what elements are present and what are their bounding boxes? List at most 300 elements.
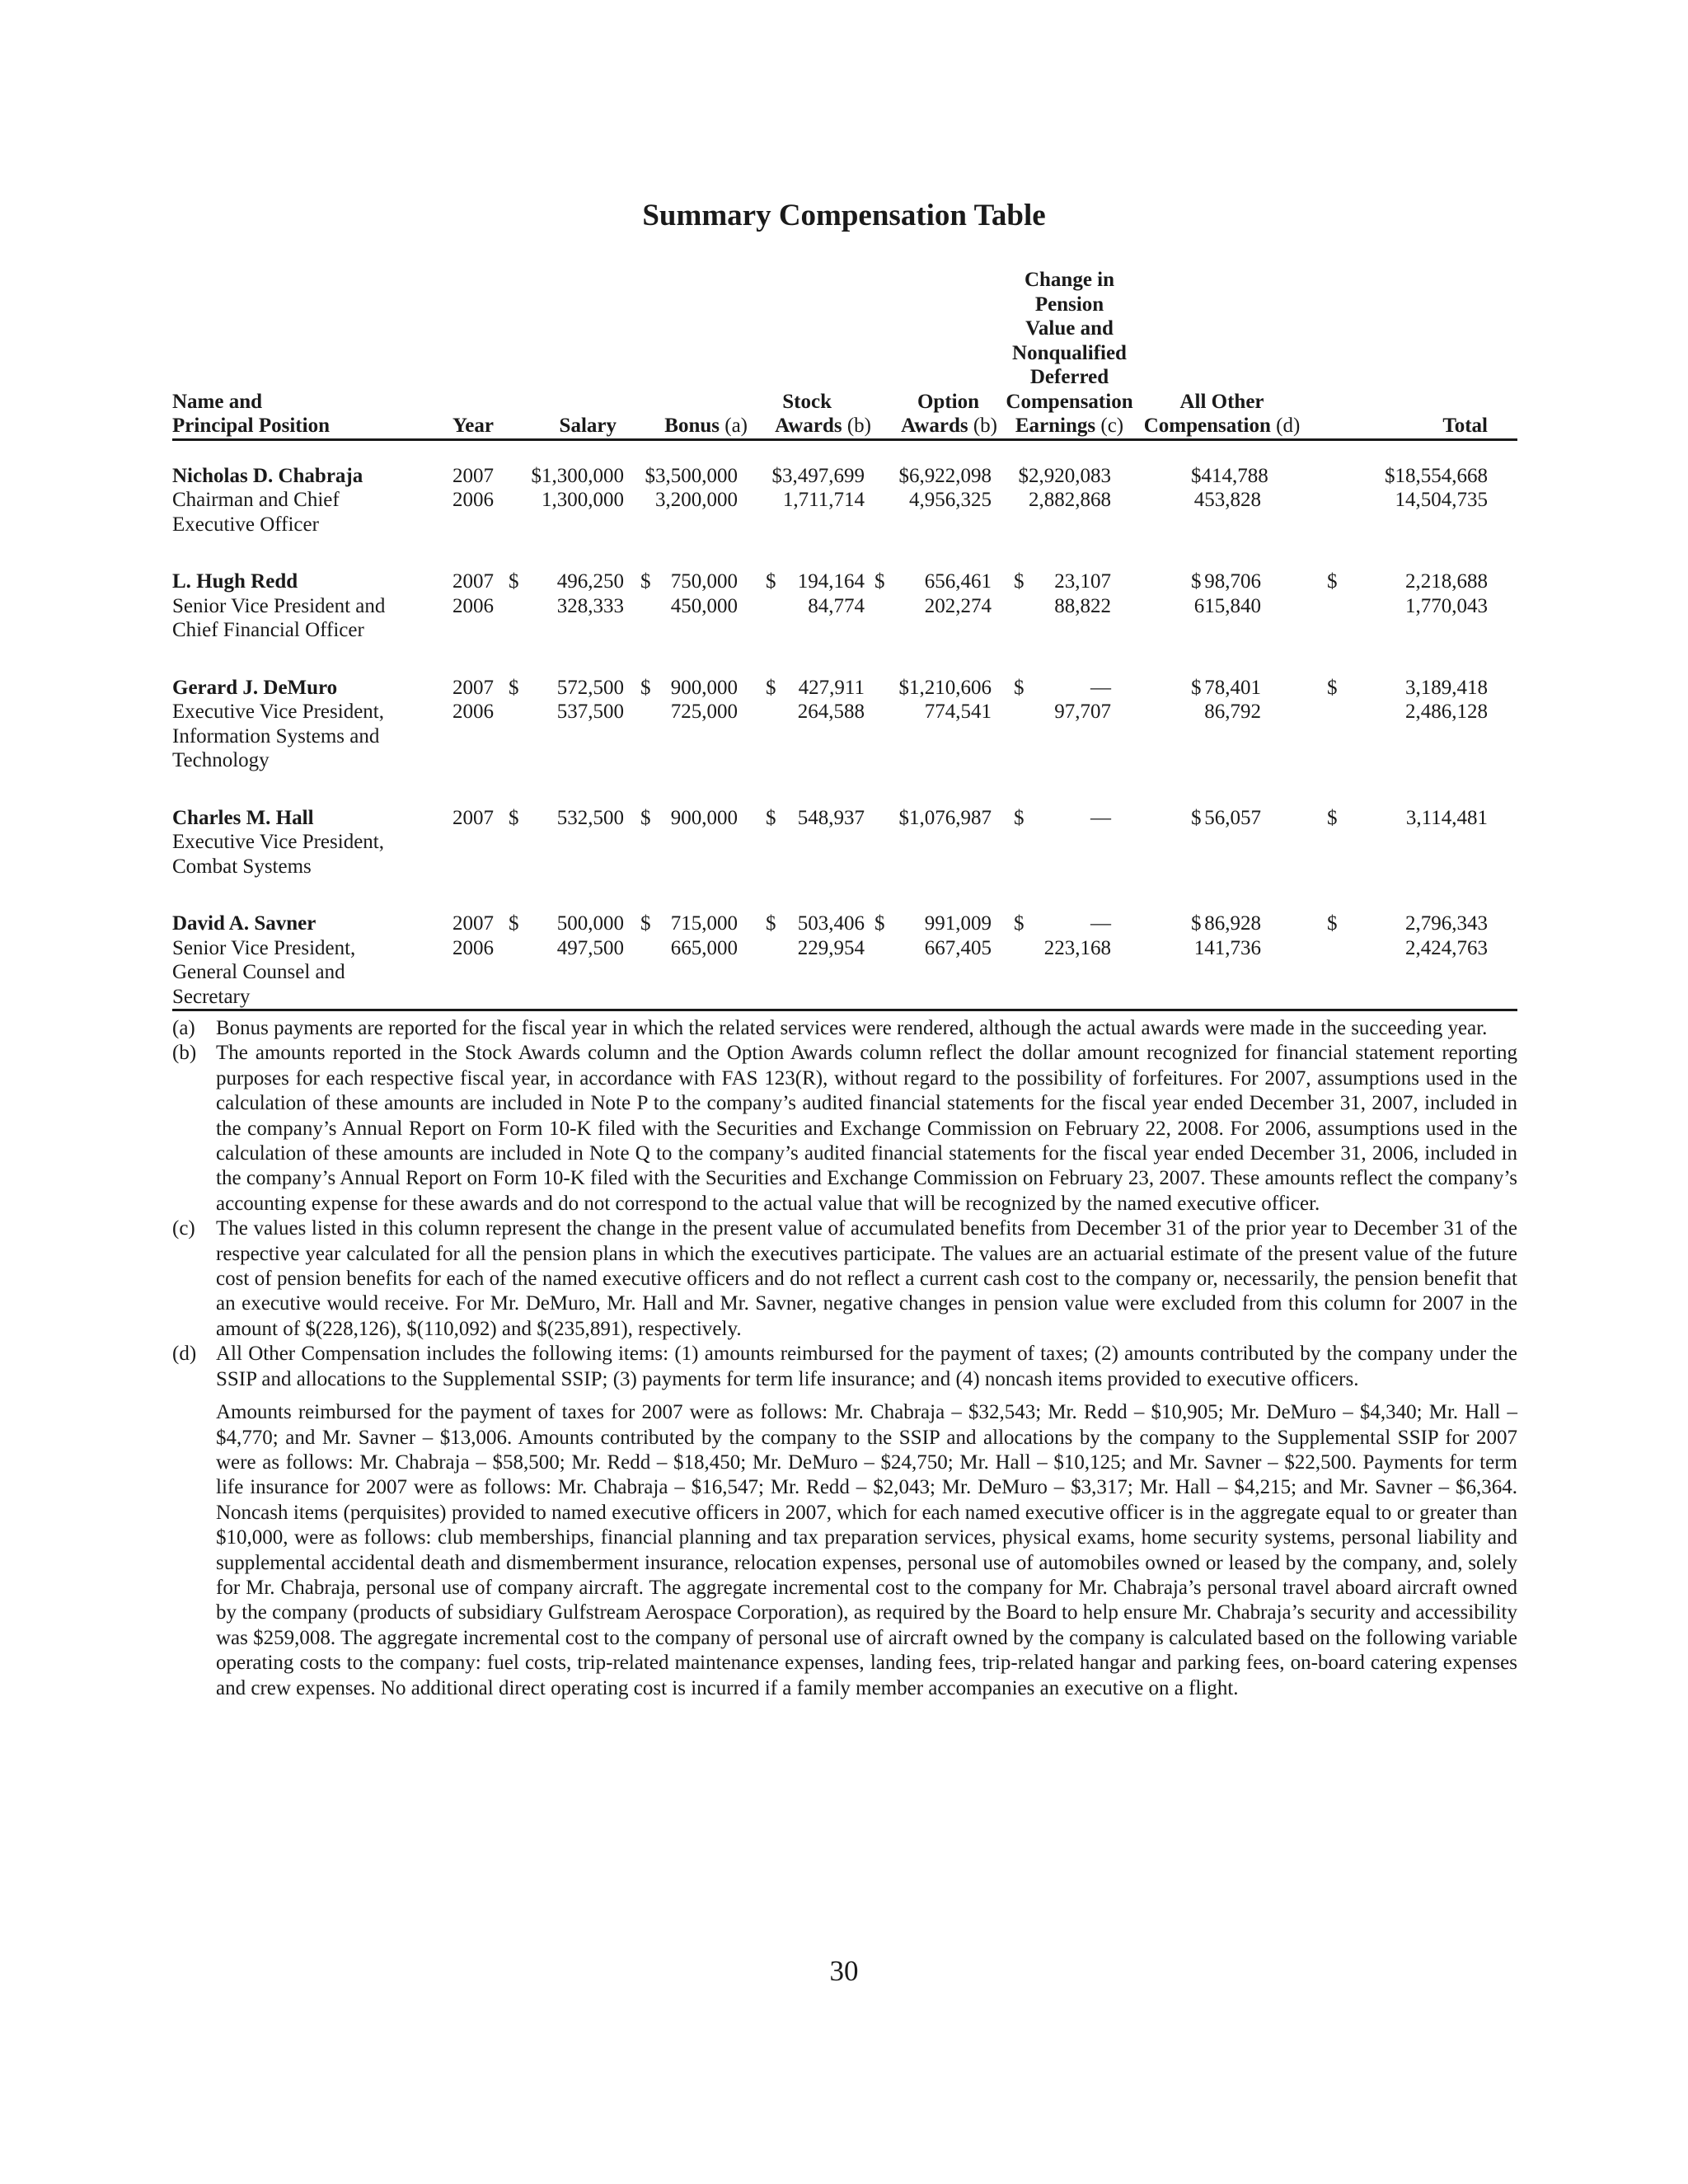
executive-name: Nicholas D. Chabraja bbox=[172, 464, 363, 487]
stock-value bbox=[748, 464, 865, 489]
row-spacer bbox=[172, 773, 1517, 806]
spacer-cell bbox=[1302, 537, 1517, 569]
amount: 56,057 bbox=[1204, 806, 1261, 829]
spacer-cell bbox=[748, 879, 871, 912]
year-cell: 2006 bbox=[452, 701, 494, 723]
bonus-cell bbox=[624, 594, 748, 619]
header-stock-note: (b) bbox=[846, 415, 871, 437]
stock-cell bbox=[748, 464, 871, 489]
bonus-cell bbox=[624, 464, 748, 489]
option-cell bbox=[871, 912, 997, 936]
total-cell bbox=[1302, 855, 1517, 879]
header-pension-line2: Pension bbox=[1034, 293, 1104, 316]
year-cell bbox=[444, 618, 502, 643]
total-value bbox=[1302, 464, 1488, 489]
option-value bbox=[871, 912, 992, 936]
spacer-cell bbox=[997, 643, 1142, 676]
currency-symbol bbox=[748, 594, 766, 619]
spacer-cell bbox=[871, 537, 997, 569]
salary-cell bbox=[502, 912, 624, 936]
amount: 750,000 bbox=[670, 570, 738, 593]
other-cell bbox=[1142, 806, 1302, 831]
header-salary-label: Salary bbox=[559, 415, 617, 437]
spacer-cell bbox=[444, 643, 502, 676]
salary-cell bbox=[502, 806, 624, 831]
salary-cell bbox=[502, 936, 624, 961]
other-cell bbox=[1142, 464, 1302, 489]
bonus-cell bbox=[624, 855, 748, 879]
footnote-label: (a) bbox=[172, 1017, 195, 1039]
option-cell bbox=[871, 618, 997, 643]
spacer-cell bbox=[624, 643, 748, 676]
currency-symbol: $ bbox=[874, 570, 885, 593]
spacer-cell bbox=[1142, 439, 1302, 464]
amount: 1,711,714 bbox=[782, 489, 865, 511]
amount: $3,497,699 bbox=[771, 464, 865, 487]
currency-symbol bbox=[624, 488, 640, 513]
amount: 615,840 bbox=[1193, 594, 1261, 617]
salary-value bbox=[502, 464, 624, 489]
compensation-table bbox=[172, 268, 1517, 1011]
header-option-line1: Option bbox=[917, 390, 979, 413]
stock-cell bbox=[748, 513, 871, 537]
footnote-text: The values listed in this column represent the change in the present value of accumulated benefits from December 31 of the prior year to December 31 of the respective year calculated for all the pension plans in which the executives participate. The values are an actuarial estimate of the present value of the future cost of pension benefits for each of the named executive officers and do not reflect a current cash cost to the company or, necessarily, the pension benefit that an executive would receive. For Mr. DeMuro, Mr. Hall and Mr. Savner, negative changes in pension value were excluded from this column for 2007 in the amount of $(228,126), $(110,092) and $(235,891), respectively. bbox=[216, 1217, 1517, 1340]
stock-cell bbox=[748, 806, 871, 831]
table-row bbox=[172, 488, 1517, 513]
stock-cell bbox=[748, 594, 871, 619]
bonus-cell bbox=[624, 618, 748, 643]
other-cell bbox=[1142, 676, 1302, 701]
pension-value bbox=[997, 912, 1111, 936]
amount: 1,770,043 bbox=[1405, 594, 1488, 617]
header-name bbox=[172, 268, 444, 439]
option-cell bbox=[871, 569, 997, 594]
spacer-cell bbox=[1142, 643, 1302, 676]
currency-symbol: $ bbox=[1327, 806, 1338, 829]
table-row bbox=[172, 513, 1517, 537]
spacer-cell bbox=[748, 439, 871, 464]
option-cell bbox=[871, 464, 997, 489]
currency-symbol bbox=[502, 700, 509, 724]
footnote-text: The amounts reported in the Stock Awards column and the Option Awards column reflect the dollar amount recognized for financial statement reporting purposes for each respective fiscal year, in accordance with FAS 123(R), without regard to the possibility of forfeitures. For 2007, assumptions used in the calculation of these amounts are included in Note P to the company’s audited financial statements for the fiscal year ended December 31, 2007, included in the company’s Annual Report on Form 10-K filed with the Securities and Exchange Commission on February 22, 2008. For 2006, assumptions used in the calculation of these amounts are included in Note Q to the company’s audited financial statements for the fiscal year ended December 31, 2006, included in the company’s Annual Report on Form 10-K filed with the Securities and Exchange Commission on February 23, 2007. These amounts reflect the company’s accounting expense for these awards and do not correspond to the actual value that will be recognized by the named executive officer. bbox=[216, 1042, 1517, 1215]
header-other-note: (d) bbox=[1276, 415, 1301, 437]
total-cell bbox=[1302, 936, 1517, 961]
spacer-cell bbox=[624, 773, 748, 806]
amount: 14,504,735 bbox=[1395, 489, 1488, 511]
option-cell bbox=[871, 513, 997, 537]
header-bonus-note: (a) bbox=[724, 415, 748, 437]
stock-value bbox=[748, 912, 865, 936]
total-value bbox=[1302, 488, 1488, 513]
option-value bbox=[871, 806, 992, 831]
executive-name: Charles M. Hall bbox=[172, 806, 314, 829]
year-cell: 2006 bbox=[452, 936, 494, 959]
amount: 572,500 bbox=[556, 676, 624, 699]
currency-symbol bbox=[1302, 594, 1327, 619]
year-cell: 2007 bbox=[452, 570, 494, 593]
amount: 500,000 bbox=[556, 912, 624, 935]
stock-cell bbox=[748, 618, 871, 643]
currency-symbol: $ bbox=[1014, 806, 1025, 829]
currency-symbol bbox=[502, 464, 509, 489]
table-row bbox=[172, 960, 1517, 985]
executive-position: Executive Officer bbox=[172, 513, 319, 536]
spacer-cell bbox=[502, 643, 624, 676]
other-value bbox=[1142, 806, 1261, 831]
currency-symbol: $ bbox=[640, 806, 651, 829]
amount: 537,500 bbox=[556, 701, 624, 723]
year-cell: 2007 bbox=[452, 676, 494, 699]
currency-symbol bbox=[1302, 700, 1327, 724]
amount: 532,500 bbox=[556, 806, 624, 829]
pension-value bbox=[997, 676, 1111, 701]
other-cell bbox=[1142, 748, 1302, 773]
currency-symbol bbox=[871, 676, 874, 701]
currency-symbol bbox=[624, 700, 640, 724]
bonus-cell bbox=[624, 806, 748, 831]
currency-symbol bbox=[871, 806, 874, 831]
header-pension-line3: Value and bbox=[1025, 317, 1114, 340]
amount: $1,210,606 bbox=[898, 676, 992, 699]
amount: 725,000 bbox=[670, 701, 738, 723]
salary-value bbox=[502, 912, 624, 936]
bonus-cell bbox=[624, 488, 748, 513]
amount: — bbox=[1090, 912, 1111, 935]
amount: 991,009 bbox=[924, 912, 992, 935]
pension-cell bbox=[997, 464, 1142, 489]
bonus-value bbox=[624, 464, 738, 489]
currency-symbol: $ bbox=[509, 676, 519, 699]
other-value bbox=[1142, 594, 1261, 619]
amount: 497,500 bbox=[556, 936, 624, 959]
spacer-cell bbox=[1302, 773, 1517, 806]
salary-cell bbox=[502, 724, 624, 749]
spacer-cell bbox=[997, 537, 1142, 569]
currency-symbol: $ bbox=[509, 806, 519, 829]
pension-cell bbox=[997, 618, 1142, 643]
other-cell bbox=[1142, 618, 1302, 643]
row-spacer bbox=[172, 439, 1517, 464]
other-cell bbox=[1142, 985, 1302, 1010]
bonus-cell bbox=[624, 912, 748, 936]
year-cell: 2006 bbox=[452, 594, 494, 617]
row-spacer bbox=[172, 643, 1517, 676]
spacer-cell bbox=[502, 879, 624, 912]
currency-symbol bbox=[502, 936, 509, 961]
amount: 2,486,128 bbox=[1405, 701, 1488, 723]
stock-cell bbox=[748, 569, 871, 594]
pension-cell bbox=[997, 513, 1142, 537]
amount: $6,922,098 bbox=[898, 464, 992, 487]
stock-value bbox=[748, 676, 865, 701]
total-value bbox=[1302, 936, 1488, 961]
salary-value bbox=[502, 700, 624, 724]
header-pension bbox=[997, 268, 1142, 439]
amount: 86,928 bbox=[1204, 912, 1261, 935]
spacer-cell bbox=[172, 643, 444, 676]
other-cell bbox=[1142, 830, 1302, 855]
currency-symbol bbox=[871, 488, 874, 513]
footnote-b bbox=[172, 1041, 1517, 1216]
other-value bbox=[1142, 700, 1261, 724]
currency-symbol bbox=[871, 700, 874, 724]
total-cell bbox=[1302, 488, 1517, 513]
pension-cell bbox=[997, 830, 1142, 855]
salary-cell bbox=[502, 855, 624, 879]
spacer-cell bbox=[1302, 643, 1517, 676]
total-value bbox=[1302, 569, 1488, 594]
amount: 223,168 bbox=[1043, 936, 1111, 959]
currency-symbol: $ bbox=[1327, 912, 1338, 935]
amount: 2,796,343 bbox=[1405, 912, 1488, 935]
pension-cell bbox=[997, 676, 1142, 701]
other-value bbox=[1142, 569, 1261, 594]
header-total bbox=[1302, 268, 1517, 439]
currency-symbol: $ bbox=[1014, 912, 1025, 935]
total-value bbox=[1302, 594, 1488, 619]
amount: 4,956,325 bbox=[909, 489, 992, 511]
other-value bbox=[1142, 464, 1268, 489]
footnote-d-continued: Amounts reimbursed for the payment of taxes for 2007 were as follows: Mr. Chabraja – $32,543; Mr. Redd – $10,905; Mr. DeMuro – $4,340; Mr. Hall – $4,770; and Mr. Savner – $13,006. Amounts contributed by the company to the SSIP and allocations by the company to the Supplemental SSIP for 2007 were as follows: Mr. Chabraja – $58,500; Mr. Redd – $18,450; Mr. DeMuro – $24,750; Mr. Hall – $10,125; and Mr. Savner – $22,500. Payments for term life insurance for 2007 were as follows: Mr. Chabraja – $16,547; Mr. Redd – $2,043; Mr. DeMuro – $3,317; Mr. Hall – $4,215; and Mr. Savner – $6,364. Noncash items (perquisites) provided to named executive officers in 2007, which for each named executive officer is in the aggregate equal to or greater than $10,000, were as follows: club memberships, financial planning and tax preparation services, physical exams, home security systems, personal liability and supplemental accidental death and dismemberment insurance, relocation expenses, personal use of automobiles owned or leased by the company, and, solely for Mr. Chabraja, personal use of company aircraft. The aggregate incremental cost to the company for Mr. Chabraja’s personal travel aboard aircraft owned by the company (products of subsidiary Gulfstream Aerospace Corporation), as required by the Board to help ensure Mr. Chabraja’s security and accessibility was $259,008. The aggregate incremental cost to the company of personal use of aircraft owned by the company is calculated based on the following variable operating costs to the company: fuel costs, trip-related maintenance expenses, landing fees, trip-related hangar and parking fees, on-board catering expenses and crew expenses. No additional direct operating cost is incurred if a family member accompanies an executive on a flight. bbox=[216, 1401, 1517, 1699]
header-option-line2: Awards bbox=[901, 415, 968, 437]
currency-symbol: $ bbox=[1191, 912, 1202, 935]
spacer-cell bbox=[748, 643, 871, 676]
footnote-d bbox=[172, 1342, 1517, 1392]
other-value bbox=[1142, 488, 1261, 513]
total-cell bbox=[1302, 513, 1517, 537]
salary-value bbox=[502, 569, 624, 594]
pension-cell bbox=[997, 748, 1142, 773]
currency-symbol: $ bbox=[1014, 570, 1025, 593]
other-cell bbox=[1142, 569, 1302, 594]
amount: 3,200,000 bbox=[655, 489, 738, 511]
option-value bbox=[871, 569, 992, 594]
header-other-line1: All Other bbox=[1179, 390, 1264, 413]
amount: $3,500,000 bbox=[645, 464, 738, 487]
salary-value bbox=[502, 488, 624, 513]
spacer-cell bbox=[444, 439, 502, 464]
salary-cell bbox=[502, 676, 624, 701]
header-year bbox=[444, 268, 502, 439]
salary-cell bbox=[502, 700, 624, 724]
bonus-value bbox=[624, 912, 738, 936]
amount: 2,882,868 bbox=[1029, 489, 1111, 511]
currency-symbol bbox=[502, 594, 509, 619]
currency-symbol bbox=[1302, 464, 1327, 489]
spacer-cell bbox=[871, 643, 997, 676]
bonus-cell bbox=[624, 936, 748, 961]
option-cell bbox=[871, 960, 997, 985]
year-cell bbox=[444, 985, 502, 1010]
stock-value bbox=[748, 569, 865, 594]
spacer-cell bbox=[444, 537, 502, 569]
currency-symbol bbox=[624, 594, 640, 619]
option-cell bbox=[871, 700, 997, 724]
stock-cell bbox=[748, 700, 871, 724]
salary-cell bbox=[502, 594, 624, 619]
footnote-text: All Other Compensation includes the following items: (1) amounts reimbursed for the payment of taxes; (2) amounts contributed by the company under the SSIP and allocations to the Supplemental SSIP; (3) payments for term life insurance; and (4) noncash items provided to executive officers. bbox=[216, 1343, 1517, 1390]
amount: $1,300,000 bbox=[531, 464, 624, 487]
option-cell bbox=[871, 985, 997, 1010]
footnote-c bbox=[172, 1216, 1517, 1342]
stock-cell bbox=[748, 985, 871, 1010]
header-stock-line2: Awards bbox=[775, 415, 842, 437]
currency-symbol bbox=[748, 700, 766, 724]
header-bonus-label: Bonus bbox=[664, 415, 720, 437]
currency-symbol: $ bbox=[640, 676, 651, 699]
stock-cell bbox=[748, 960, 871, 985]
bonus-value bbox=[624, 700, 738, 724]
executive-position: Combat Systems bbox=[172, 855, 312, 878]
salary-cell bbox=[502, 513, 624, 537]
amount: 194,164 bbox=[797, 570, 865, 593]
currency-symbol bbox=[1142, 488, 1191, 513]
amount: 97,707 bbox=[1054, 701, 1111, 723]
header-option-note: (b) bbox=[973, 415, 997, 437]
pension-value bbox=[997, 806, 1111, 831]
header-bonus bbox=[624, 268, 748, 439]
year-cell: 2007 bbox=[452, 464, 494, 487]
amount: $414,788 bbox=[1191, 464, 1268, 487]
salary-cell bbox=[502, 569, 624, 594]
table-row bbox=[172, 618, 1517, 643]
spacer-cell bbox=[1302, 439, 1517, 464]
stock-cell bbox=[748, 855, 871, 879]
spacer-cell bbox=[1302, 879, 1517, 912]
table-row bbox=[172, 594, 1517, 619]
amount: $2,920,083 bbox=[1018, 464, 1111, 487]
spacer-cell bbox=[444, 773, 502, 806]
amount: 141,736 bbox=[1193, 936, 1261, 959]
amount: 88,822 bbox=[1054, 594, 1111, 617]
spacer-cell bbox=[502, 773, 624, 806]
footnotes bbox=[172, 1016, 1517, 1722]
bonus-cell bbox=[624, 676, 748, 701]
bonus-value bbox=[624, 488, 738, 513]
pension-cell bbox=[997, 806, 1142, 831]
amount: 900,000 bbox=[670, 806, 738, 829]
total-cell bbox=[1302, 569, 1517, 594]
year-cell bbox=[444, 830, 502, 855]
bonus-value bbox=[624, 569, 738, 594]
currency-symbol: $ bbox=[1191, 570, 1202, 593]
pension-cell bbox=[997, 700, 1142, 724]
footnote-label: (c) bbox=[172, 1217, 195, 1240]
total-cell bbox=[1302, 594, 1517, 619]
table-row bbox=[172, 724, 1517, 749]
currency-symbol bbox=[871, 464, 874, 489]
currency-symbol: $ bbox=[509, 912, 519, 935]
option-value bbox=[871, 464, 992, 489]
total-cell bbox=[1302, 724, 1517, 749]
currency-symbol: $ bbox=[640, 570, 651, 593]
bonus-cell bbox=[624, 830, 748, 855]
row-spacer bbox=[172, 879, 1517, 912]
pension-cell bbox=[997, 724, 1142, 749]
header-pension-line5: Deferred bbox=[1029, 366, 1109, 388]
spacer-cell bbox=[748, 773, 871, 806]
currency-symbol: $ bbox=[1327, 570, 1338, 593]
year-cell bbox=[444, 724, 502, 749]
other-value bbox=[1142, 936, 1261, 961]
currency-symbol: $ bbox=[766, 806, 776, 829]
executive-position: Chief Financial Officer bbox=[172, 619, 364, 641]
amount: — bbox=[1090, 676, 1111, 699]
table-row bbox=[172, 912, 1517, 936]
currency-symbol bbox=[997, 488, 1014, 513]
option-cell bbox=[871, 594, 997, 619]
other-cell bbox=[1142, 936, 1302, 961]
option-cell bbox=[871, 748, 997, 773]
amount: 328,333 bbox=[556, 594, 624, 617]
amount: 503,406 bbox=[797, 912, 865, 935]
total-value bbox=[1302, 676, 1488, 701]
spacer-cell bbox=[172, 439, 444, 464]
spacer-cell bbox=[871, 439, 997, 464]
pension-value bbox=[997, 569, 1111, 594]
amount: 3,189,418 bbox=[1405, 676, 1488, 699]
currency-symbol bbox=[1142, 700, 1191, 724]
header-other bbox=[1142, 268, 1302, 439]
spacer-cell bbox=[172, 773, 444, 806]
other-cell bbox=[1142, 594, 1302, 619]
header-other-line2: Compensation bbox=[1143, 415, 1271, 437]
spacer-cell bbox=[624, 537, 748, 569]
total-value bbox=[1302, 912, 1488, 936]
header-name-line2: Principal Position bbox=[172, 415, 330, 437]
total-value bbox=[1302, 700, 1488, 724]
currency-symbol bbox=[624, 464, 640, 489]
bonus-cell bbox=[624, 960, 748, 985]
footnote-label: (d) bbox=[172, 1343, 197, 1366]
header-pension-line4: Nonqualified bbox=[1012, 341, 1127, 364]
pension-cell bbox=[997, 855, 1142, 879]
executive-position: General Counsel and bbox=[172, 961, 345, 983]
stock-cell bbox=[748, 830, 871, 855]
pension-value bbox=[997, 488, 1111, 513]
pension-value bbox=[997, 594, 1111, 619]
pension-value bbox=[997, 700, 1111, 724]
currency-symbol: $ bbox=[640, 912, 651, 935]
spacer-cell bbox=[172, 537, 444, 569]
total-value bbox=[1302, 806, 1488, 831]
amount: 84,774 bbox=[808, 594, 865, 617]
currency-symbol bbox=[502, 488, 509, 513]
executive-position: Technology bbox=[172, 749, 270, 771]
header-name-line1: Name and bbox=[172, 390, 263, 413]
currency-symbol bbox=[997, 936, 1014, 961]
other-cell bbox=[1142, 488, 1302, 513]
currency-symbol bbox=[748, 936, 766, 961]
bonus-cell bbox=[624, 748, 748, 773]
spacer-cell bbox=[624, 879, 748, 912]
currency-symbol bbox=[748, 488, 766, 513]
salary-value bbox=[502, 676, 624, 701]
currency-symbol: $ bbox=[1191, 806, 1202, 829]
currency-symbol bbox=[1302, 936, 1327, 961]
amount: 229,954 bbox=[797, 936, 865, 959]
pension-cell bbox=[997, 912, 1142, 936]
salary-cell bbox=[502, 464, 624, 489]
stock-cell bbox=[748, 912, 871, 936]
bonus-cell bbox=[624, 513, 748, 537]
year-cell: 2007 bbox=[452, 806, 494, 829]
pension-cell bbox=[997, 488, 1142, 513]
amount: 656,461 bbox=[924, 570, 992, 593]
spacer-cell bbox=[1142, 773, 1302, 806]
amount: 264,588 bbox=[797, 701, 865, 723]
salary-value bbox=[502, 594, 624, 619]
